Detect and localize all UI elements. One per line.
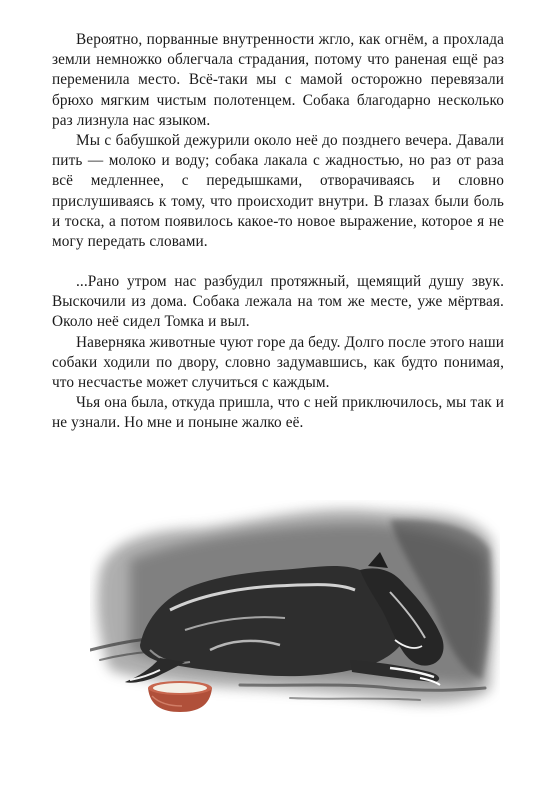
milk-bowl bbox=[148, 681, 212, 712]
paragraph: Мы с бабушкой дежурили около неё до позднего вечера. Давали пить — молоко и воду; собака лакала с жадностью, но раз от раза всё медленнее, с передышками, отворачиваясь и словно прислушиваясь к тому, что происходит внутри. В глазах были боль и тоска, а потом появилось какое-то новое выражение, которое я не могу передать словами. bbox=[52, 132, 504, 251]
story-section-evening bbox=[52, 30, 504, 252]
paragraph: Наверняка животные чуют горе да беду. Долго после этого наши собаки ходили по двору, словно задумавшись, как будто понимая, что несчастье может случиться с каждым. bbox=[52, 333, 504, 392]
dog-illustration bbox=[90, 500, 500, 725]
paragraph: Вероятно, порванные внутренности жгло, как огнём, а прохлада земли немножко облегчала страдания, потому что раненая ещё раз переменила место. Всё-таки мы с мамой осторожно перевязали брюхо мягким чистым полотенцем. Собака благодарно несколько раз лизнула нас языком. bbox=[52, 31, 504, 129]
paragraph: Чья она была, откуда пришла, что с ней приключилось, мы так и не узнали. Но мне и поныне жалко её. bbox=[52, 394, 504, 432]
ink-wash-drawing bbox=[90, 500, 500, 725]
story-section-morning bbox=[52, 272, 504, 434]
paragraph: ...Рано утром нас разбудил протяжный, щемящий душу звук. Выскочили из дома. Собака лежала на том же месте, уже мёртвая. Около неё сидел Томка и выл. bbox=[52, 273, 504, 331]
